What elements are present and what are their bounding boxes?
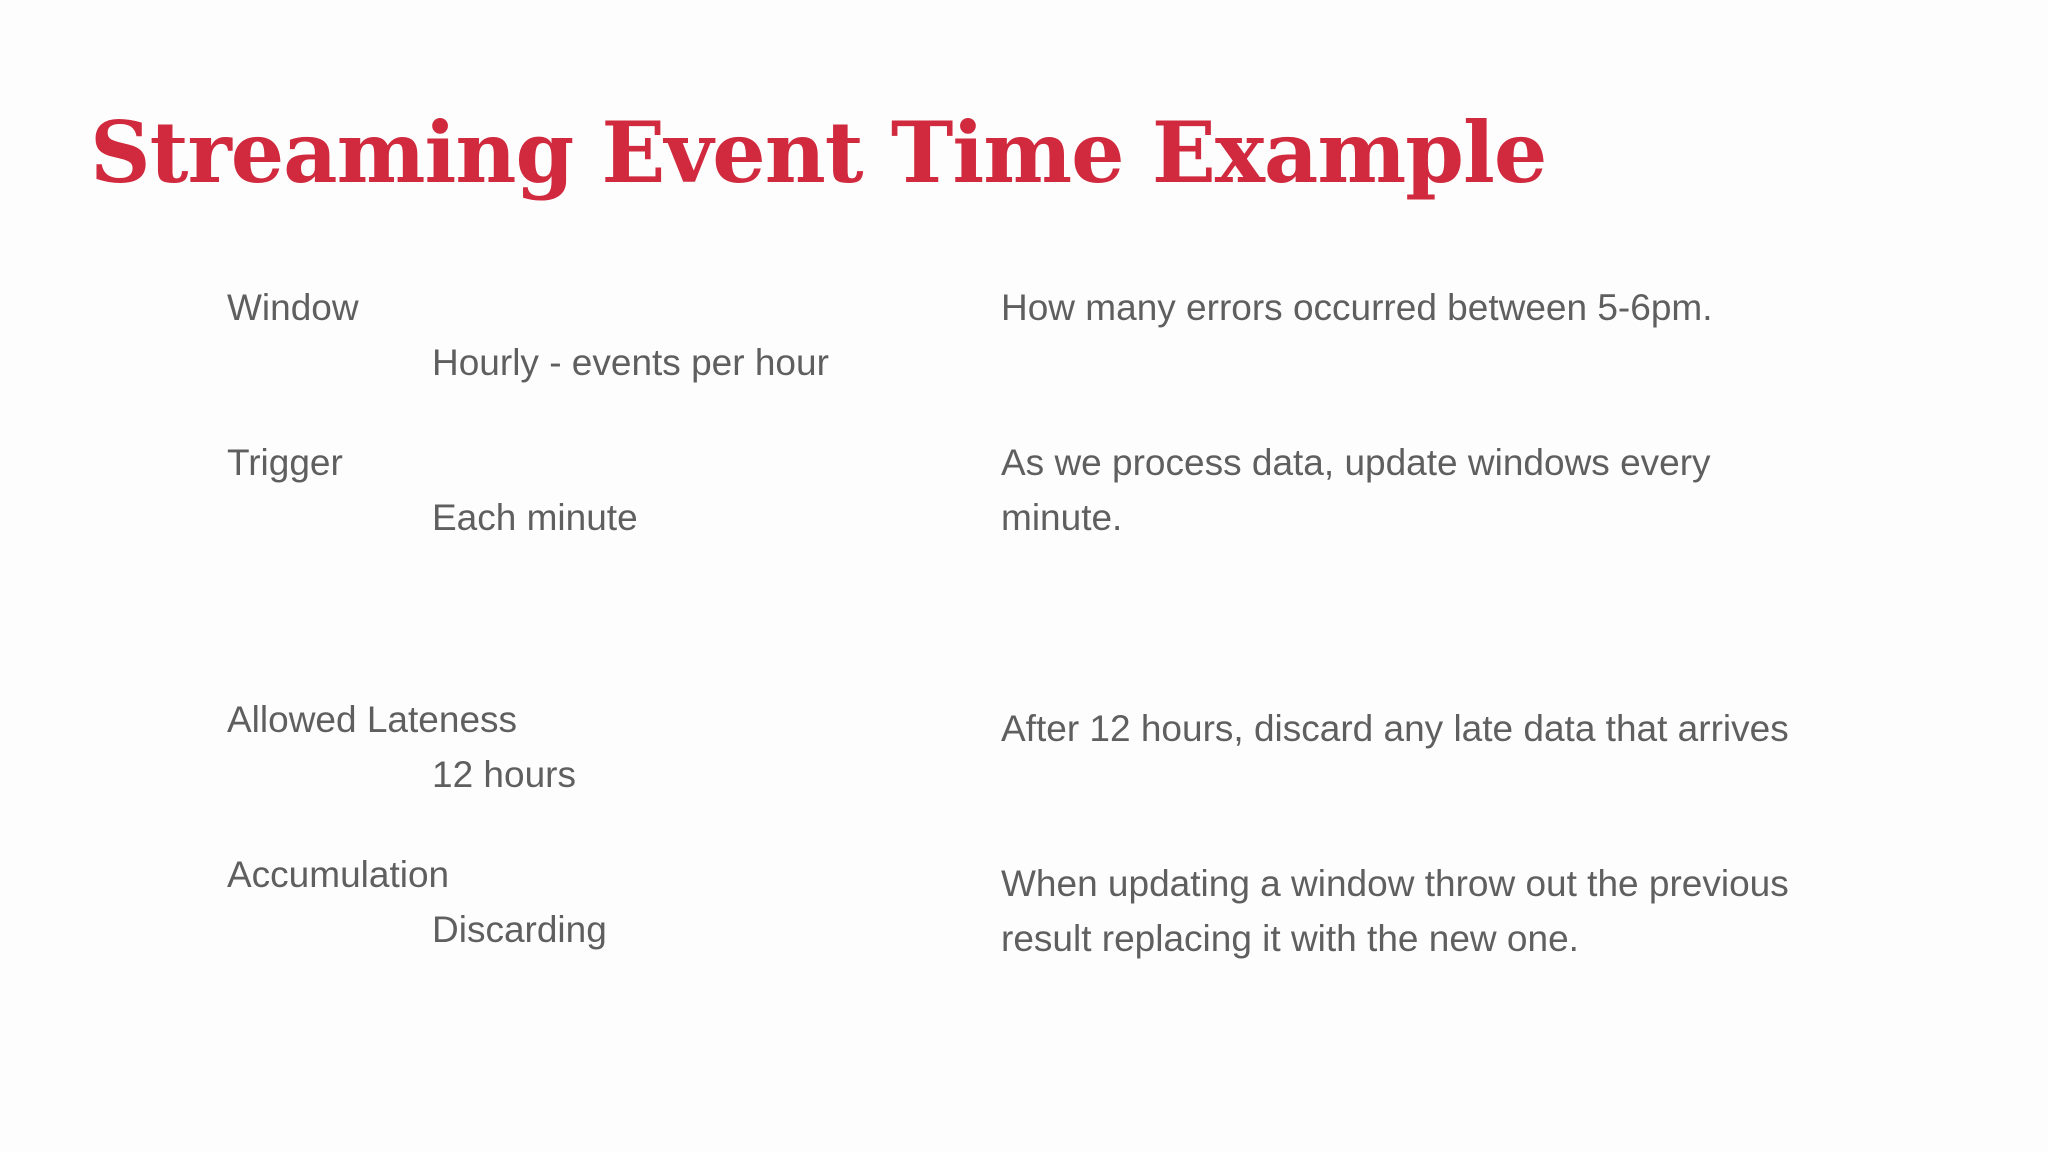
row-description-accumulation-line-2: result replacing it with the new one.	[1001, 918, 1579, 959]
row-description-trigger-line-2: minute.	[1001, 497, 1123, 538]
row-value-window: Hourly - events per hour	[432, 342, 829, 383]
row-value-accumulation: Discarding	[432, 909, 607, 950]
row-description-accumulation-line-1: When updating a window throw out the previous	[1001, 863, 1789, 904]
row-description-trigger-line-1: As we process data, update windows every	[1001, 442, 1711, 483]
row-label-trigger: Trigger	[227, 442, 343, 483]
row-description-allowed-lateness: After 12 hours, discard any late data that arrives	[1001, 708, 1789, 749]
row-label-allowed-lateness: Allowed Lateness	[227, 699, 518, 740]
slide-title: Streaming Event Time Example	[90, 103, 1547, 202]
row-description-window: How many errors occurred between 5-6pm.	[1001, 287, 1713, 328]
row-label-window: Window	[227, 287, 359, 328]
row-value-trigger: Each minute	[432, 497, 638, 538]
row-label-accumulation: Accumulation	[227, 854, 450, 895]
row-value-allowed-lateness: 12 hours	[432, 754, 576, 795]
